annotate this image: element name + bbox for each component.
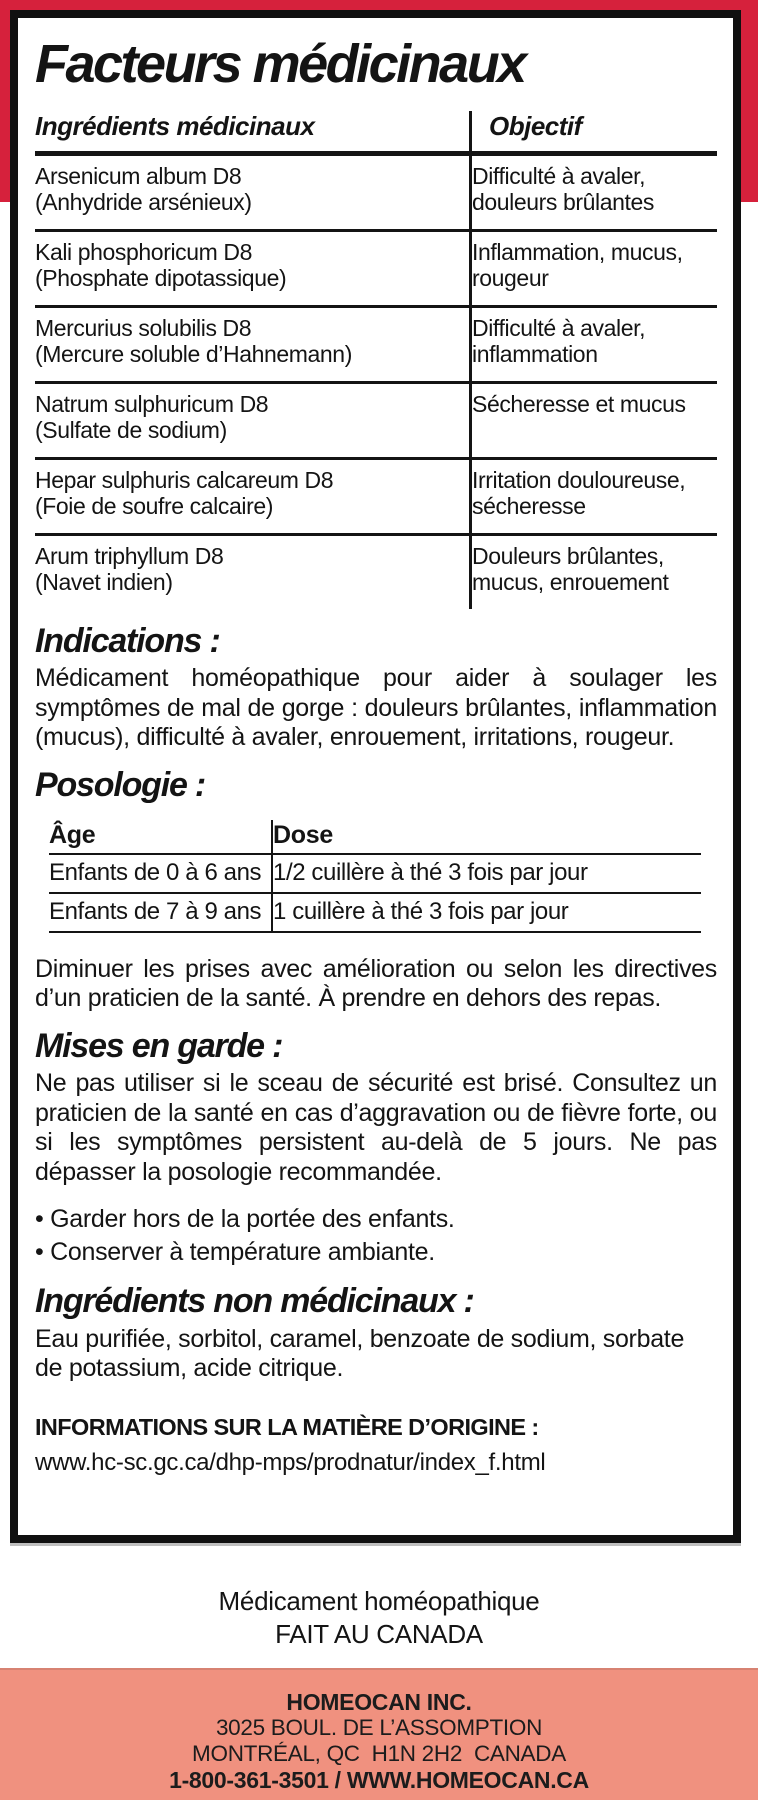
ingredient-name: Hepar sulphuris calcareum D8 <box>35 466 334 493</box>
ingredient-source: (Sulfate de sodium) <box>35 417 227 444</box>
warnings-text: Ne pas utiliser si le sceau de sécurité est brisé. Consultez un praticien de la santé en cas d’aggravation ou de fièvre forte, ou si les symptômes persistent au-delà de 5 jours. Ne pas dépasser la posologie recommandée. <box>35 1069 717 1186</box>
ingredient-cell <box>35 232 469 308</box>
ingredient-cell <box>35 384 469 460</box>
company-contact: 1-800-361-3501 / WWW.HOMEOCAN.CA <box>169 1767 589 1793</box>
warnings-heading: Mises en garde : <box>35 1026 283 1065</box>
company-address-line1: 3025 BOUL. DE L’ASSOMPTION <box>215 1715 543 1740</box>
posologie-heading: Posologie : <box>35 765 206 804</box>
medicinal-facts-panel <box>10 10 741 1543</box>
ingredient-source: (Anhydride arsénieux) <box>35 189 252 216</box>
company-address-line2: MONTRÉAL, QC H1N 2H2 CANADA <box>192 1741 566 1766</box>
objective-cell: Difficulté à avaler, douleurs brûlantes <box>469 156 717 232</box>
dosage-dose-cell: 1 cuillère à thé 3 fois par jour <box>271 894 701 933</box>
objective-cell: Irritation douloureuse, sécheresse <box>469 460 717 536</box>
objective-cell: Difficulté à avaler, inflammation <box>469 308 717 384</box>
made-in-canada-line: FAIT AU CANADA <box>275 1619 483 1649</box>
dosage-header-dose: Dose <box>271 820 701 855</box>
indications-heading: Indications : <box>35 621 220 660</box>
origin-info-url: www.hc-sc.gc.ca/dhp-mps/prodnatur/index_f.html <box>35 1448 546 1476</box>
ingredient-source: (Phosphate dipotassique) <box>35 265 287 292</box>
indications-text: Médicament homéopathique pour aider à soulager les symptômes de mal de gorge : douleurs brûlantes, inflammation (mucus), difficulté à avaler, enrouement, irritations, rougeur. <box>35 664 717 752</box>
warning-bullet: • Conserver à température ambiante. <box>35 1236 717 1269</box>
ingredient-name: Natrum sulphuricum D8 <box>35 390 269 417</box>
ingredient-cell <box>35 308 469 384</box>
dosage-header-age: Âge <box>49 820 271 855</box>
ingredient-cell <box>35 156 469 232</box>
dosage-note: Diminuer les prises avec amélioration ou selon les directives d’un praticien de la santé. À prendre en dehors des repas. <box>35 954 717 1013</box>
dosage-table <box>49 820 701 933</box>
objective-cell: Inflammation, mucus, rougeur <box>469 232 717 308</box>
ingredients-table <box>35 111 717 609</box>
warnings-bullet-list <box>35 1203 717 1269</box>
dosage-age-cell: Enfants de 7 à 9 ans <box>49 894 271 933</box>
ingredient-cell <box>35 536 469 609</box>
warning-bullet: • Garder hors de la portée des enfants. <box>35 1203 717 1236</box>
objective-cell: Sécheresse et mucus <box>469 384 717 460</box>
objective-cell: Douleurs brûlantes, mucus, enrouement <box>469 536 717 609</box>
ingredient-name: Arsenicum album D8 <box>35 162 242 189</box>
company-name: HOMEOCAN INC. <box>286 1689 472 1715</box>
ingredient-source: (Foie de soufre calcaire) <box>35 493 273 520</box>
made-in-block <box>0 1585 758 1651</box>
ingredient-name: Arum triphyllum D8 <box>35 542 224 569</box>
company-info-band <box>0 1668 758 1800</box>
origin-info-heading: INFORMATIONS SUR LA MATIÈRE D’ORIGINE : <box>35 1413 539 1440</box>
non-medicinal-text: Eau purifiée, sorbitol, caramel, benzoate de sodium, sorbate de potassium, acide citrique. <box>35 1324 685 1383</box>
product-type-line: Médicament homéopathique <box>218 1586 540 1616</box>
column-header-ingredients: Ingrédients médicinaux <box>35 111 469 156</box>
column-header-objective: Objectif <box>469 111 717 156</box>
ingredient-source: (Navet indien) <box>35 569 173 596</box>
ingredient-source: (Mercure soluble d’Hahnemann) <box>35 341 352 368</box>
dosage-age-cell: Enfants de 0 à 6 ans <box>49 855 271 894</box>
dosage-dose-cell: 1/2 cuillère à thé 3 fois par jour <box>271 855 701 894</box>
panel-title: Facteurs médicinaux <box>35 34 525 94</box>
non-medicinal-heading: Ingrédients non médicinaux : <box>35 1282 474 1321</box>
ingredient-name: Mercurius solubilis D8 <box>35 314 252 341</box>
ingredient-name: Kali phosphoricum D8 <box>35 238 253 265</box>
ingredient-cell <box>35 460 469 536</box>
